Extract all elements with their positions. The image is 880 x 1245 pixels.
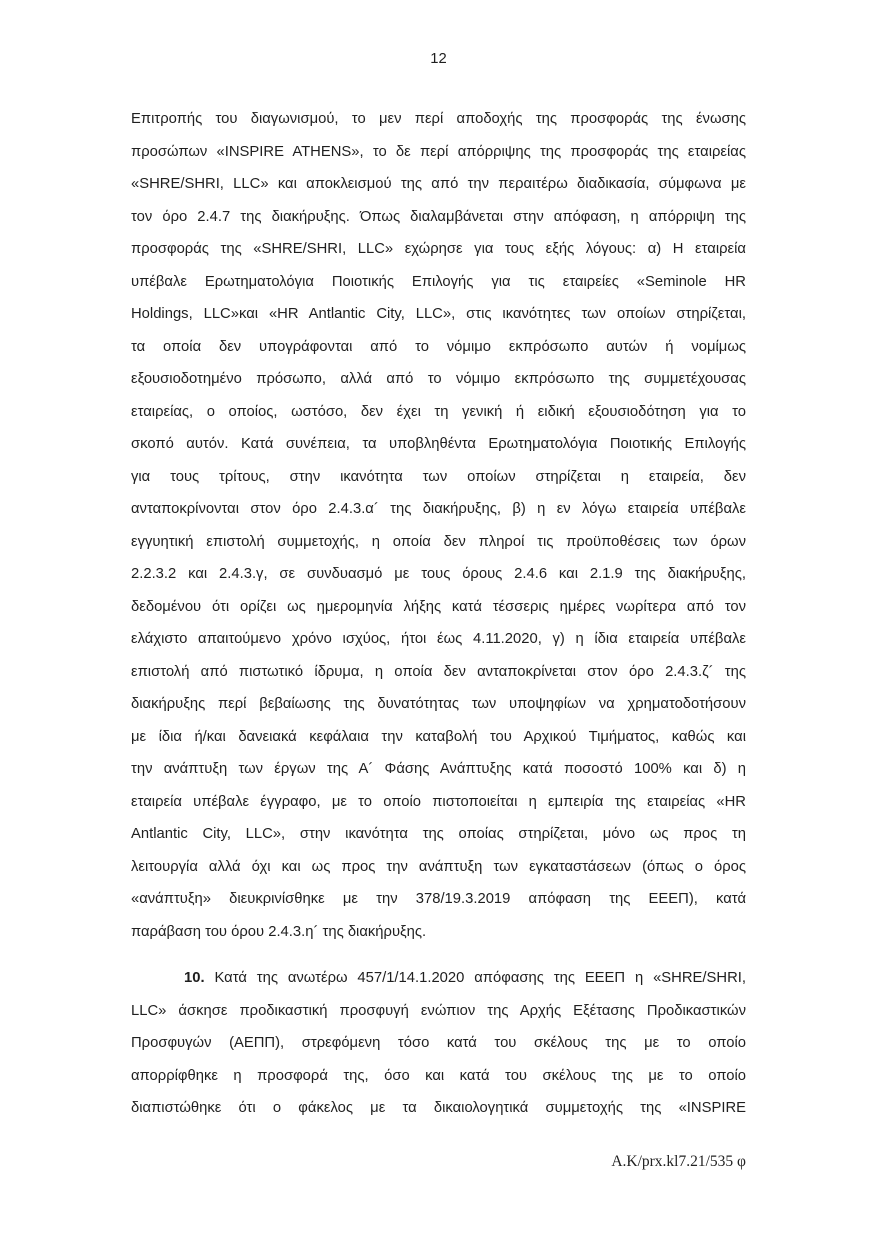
paragraph-2	[131, 962, 746, 1125]
text-line: 2.2.3.2 και 2.4.3.γ, σε συνδυασμό με τους όρους 2.4.6 και 2.1.9 της διακήρυξης,	[131, 566, 746, 582]
text-line: «SHRE/SHRI, LLC» και αποκλεισμού της από την περαιτέρω διαδικασία, σύμφωνα με	[131, 176, 746, 192]
text-line: τα οποία δεν υπογράφονται από το νόμιμο εκπρόσωπο αυτών ή νομίμως	[131, 338, 746, 355]
text-line: με ίδια ή/και δανειακά κεφάλαια την καταβολή του Αρχικού Τιμήματος, καθώς και	[131, 728, 746, 745]
paragraph-number: 10.	[184, 970, 205, 986]
text-line: «ανάπτυξη» διευκρινίσθηκε με την 378/19.3.2019 απόφαση της ΕΕΕΠ), κατά	[131, 891, 746, 907]
page-number: 12	[430, 51, 447, 67]
paragraph-1	[131, 103, 746, 948]
text-line: δεδομένου ότι ορίζει ως ημερομηνία λήξης κατά τέσσερις ημέρες νωρίτερα από τον	[131, 598, 746, 615]
text-line: λειτουργία αλλά όχι και ως προς την ανάπτυξη των εγκαταστάσεων (όπως ο όρος	[131, 858, 746, 875]
text-line: ελάχιστο απαιτούμενο χρόνο ισχύος, ήτοι έως 4.11.2020, γ) η ίδια εταιρεία υπέβαλε	[131, 631, 746, 647]
text-line: προσώπων «INSPIRE ATHENS», το δε περί απόρριψης της προσφοράς της εταιρείας	[131, 143, 746, 160]
text-line: εγγυητική επιστολή συμμετοχής, η οποία δεν πληροί τις προϋποθέσεις των όρων	[131, 533, 746, 550]
text-line: τον όρο 2.4.7 της διακήρυξης. Όπως διαλαμβάνεται στην απόφαση, η απόρριψη της	[131, 208, 746, 225]
text-line: Holdings, LLC»και «HR Antlantic City, LLC», στις ικανότητες των οποίων στηρίζεται,	[131, 306, 746, 322]
text-line: LLC» άσκησε προδικαστική προσφυγή ενώπιον της Αρχής Εξέτασης Προδικαστικών	[131, 1002, 746, 1019]
text-line: για τους τρίτους, στην ικανότητα των οποίων στηρίζεται η εταιρεία, δεν	[131, 468, 746, 485]
text-line: προσφοράς της «SHRE/SHRI, LLC» εχώρησε για τους εξής λόγους: α) Η εταιρεία	[131, 241, 746, 257]
footer-reference: Α.Κ/prx.kl7.21/535 φ	[611, 1153, 746, 1170]
paragraph-spacer	[131, 948, 746, 962]
text-line: Antlantic City, LLC», στην ικανότητα της οποίας στηρίζεται, μόνο ως προς τη	[131, 826, 746, 842]
text-line: Επιτροπής του διαγωνισμού, το μεν περί αποδοχής της προσφοράς της ένωσης	[131, 111, 746, 127]
text-line: απορρίφθηκε η προσφορά της, όσο και κατά του σκέλους της με το οποίο	[131, 1067, 746, 1084]
text-line: Προσφυγών (ΑΕΠΠ), στρεφόμενη τόσο κατά του σκέλους της με το οποίο	[131, 1035, 746, 1051]
text-line: υπέβαλε Ερωτηματολόγια Ποιοτικής Επιλογής για τις εταιρείες «Seminole HR	[131, 273, 746, 290]
text-line-content: Κατά της ανωτέρω 457/1/14.1.2020 απόφασης της ΕΕΕΠ η «SHRE/SHRI,	[214, 970, 746, 986]
text-line: εταιρείας, ο οποίος, ωστόσο, δεν έχει τη γενική ή ειδική εξουσιοδότηση για το	[131, 403, 746, 420]
document-body	[131, 103, 746, 1125]
text-line: επιστολή από πιστωτικό ίδρυμα, η οποία δεν ανταποκρίνεται στον όρο 2.4.3.ζ´ της	[131, 663, 746, 680]
text-line: ανταποκρίνονται στον όρο 2.4.3.α´ της διακήρυξης, β) η εν λόγω εταιρεία υπέβαλε	[131, 501, 746, 517]
text-line: διακήρυξης περί βεβαίωσης της δυνατότητας των υποψηφίων να χρηματοδοτήσουν	[131, 696, 746, 712]
text-line: την ανάπτυξη των έργων της Α´ Φάσης Ανάπτυξης κατά ποσοστό 100% και δ) η	[131, 761, 746, 777]
text-line	[131, 962, 746, 995]
text-line: εξουσιοδοτημένο πρόσωπο, αλλά από το νόμιμο εκπρόσωπο της συμμετέχουσας	[131, 371, 746, 387]
text-line: εταιρεία υπέβαλε έγγραφο, με το οποίο πιστοποιείται η εμπειρία της εταιρείας «HR	[131, 793, 746, 810]
text-line: σκοπό αυτόν. Κατά συνέπεια, τα υποβληθέντα Ερωτηματολόγια Ποιοτικής Επιλογής	[131, 436, 746, 452]
text-line: παράβαση του όρου 2.4.3.η´ της διακήρυξης.	[131, 923, 427, 940]
text-line: διαπιστώθηκε ότι ο φάκελος με τα δικαιολογητικά συμμετοχής της «INSPIRE	[131, 1100, 746, 1116]
